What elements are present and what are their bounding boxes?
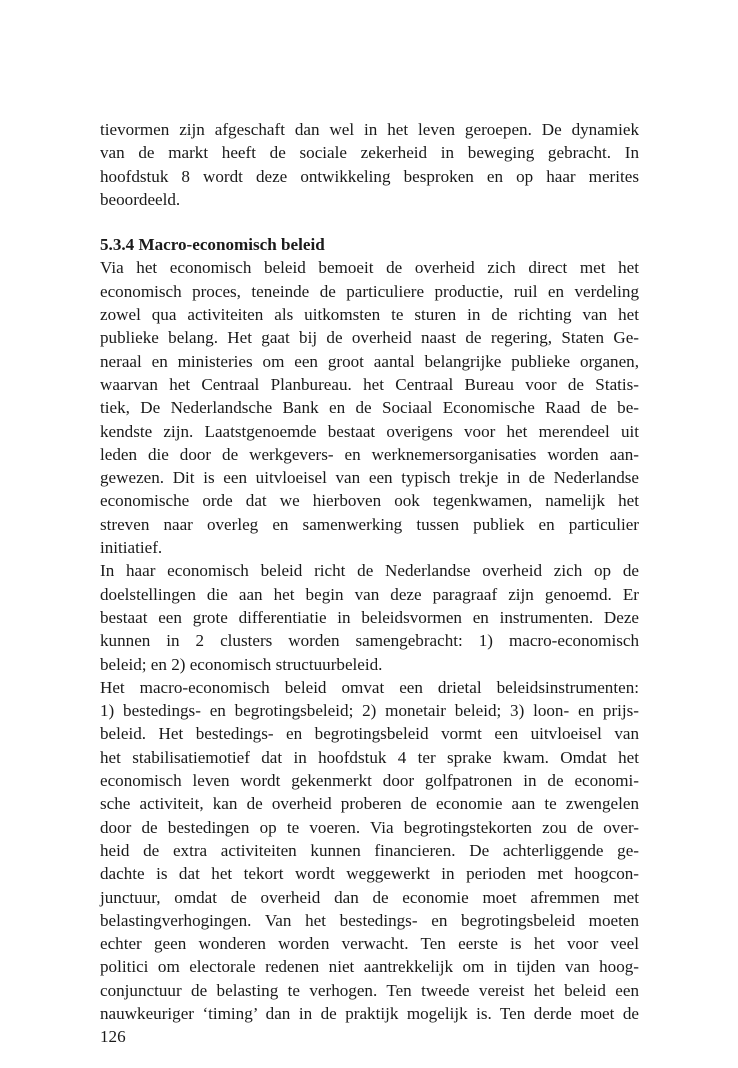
text-line: bestaat een grote differentiatie in beleidsvormen en instrumenten. Deze (100, 607, 639, 627)
paragraph-1 (100, 256, 639, 559)
text-line: hoofdstuk 8 wordt deze ontwikkeling besproken en op haar merites (100, 166, 639, 186)
text-line: publieke belang. Het gaat bij de overheid naast de regering, Staten Ge- (100, 328, 639, 348)
text-line: kunnen in 2 clusters worden samengebracht: 1) macro-economisch (100, 631, 639, 651)
text-line: beleid; en 2) economisch structuurbeleid. (100, 654, 383, 674)
text-line: gewezen. Dit is een uitvloeisel van een typisch trekje in de Nederlandse (100, 468, 639, 488)
text-line: tiek, De Nederlandsche Bank en de Sociaal Economische Raad de be- (100, 398, 639, 418)
text-line: waarvan het Centraal Planbureau. het Centraal Bureau voor de Statis- (100, 374, 639, 394)
text-line: tievormen zijn afgeschaft dan wel in het leven geroepen. De dynamiek (100, 120, 639, 139)
text-line: streven naar overleg en samenwerking tussen publiek en particulier (100, 514, 639, 534)
text-line: economische orde dat we hierboven ook tegenkwamen, namelijk het (100, 491, 639, 511)
paragraph-2 (100, 559, 639, 675)
text-line: politici om electorale redenen niet aantrekkelijk om in tijden van hoog- (100, 957, 639, 977)
text-line: heid de extra activiteiten kunnen financieren. De achterliggende ge- (100, 840, 639, 860)
intro-paragraph (100, 118, 639, 211)
text-line: nauwkeuriger ‘timing’ dan in de praktijk mogelijk is. Ten derde moet de (100, 1003, 639, 1023)
text-line: Via het economisch beleid bemoeit de overheid zich direct met het (100, 258, 639, 278)
text-line: beleid. Het bestedings- en begrotingsbeleid vormt een uitvloeisel van (100, 724, 639, 744)
text-line: 1) bestedings- en begrotingsbeleid; 2) monetair beleid; 3) loon- en prijs- (100, 701, 639, 721)
text-line: In haar economisch beleid richt de Nederlandse overheid zich op de (100, 561, 639, 581)
paragraph-3 (100, 676, 639, 1025)
text-line: Het macro-economisch beleid omvat een drietal beleidsinstrumenten: (100, 677, 639, 697)
text-line: initiatief. (100, 538, 163, 558)
page-number: 126 (100, 1027, 126, 1047)
text-line: het stabilisatiemotief dat in hoofdstuk 4 ter sprake kwam. Omdat het (100, 747, 639, 767)
text-line: junctuur, omdat de overheid dan de economie moet afremmen met (100, 887, 639, 907)
text-line: echter geen wonderen worden verwacht. Ten eerste is het voor veel (100, 934, 639, 954)
text-line: conjunctuur de belasting te verhogen. Ten tweede vereist het beleid een (100, 980, 639, 1000)
text-line: dachte is dat het tekort wordt weggewerkt in perioden met hoogcon- (100, 864, 639, 884)
text-line: doelstellingen die aan het begin van deze paragraaf zijn genoemd. Er (100, 584, 639, 604)
text-line: neraal en ministeries om een groot aantal belangrijke publieke organen, (100, 351, 639, 371)
section-heading: 5.3.4 Macro-economisch beleid (100, 235, 325, 255)
book-page (100, 118, 639, 1049)
text-line: economisch leven wordt gekenmerkt door golfpatronen in de economi- (100, 771, 639, 791)
text-line: kendste zijn. Laatstgenoemde bestaat overigens voor het merendeel uit (100, 421, 639, 441)
text-line: beoordeeld. (100, 189, 181, 209)
text-line: leden die door de werkgevers- en werknemersorganisaties worden aan- (100, 444, 639, 464)
text-line: belastingverhogingen. Van het bestedings- en begrotingsbeleid moeten (100, 910, 639, 930)
text-line: door de bestedingen op te voeren. Via begrotingstekorten zou de over- (100, 817, 639, 837)
text-line: sche activiteit, kan de overheid proberen de economie aan te zwengelen (100, 794, 639, 814)
text-line: van de markt heeft de sociale zekerheid in beweging gebracht. In (100, 143, 639, 163)
text-line: economisch proces, teneinde de particuliere productie, ruil en verdeling (100, 281, 639, 301)
text-line: zowel qua activiteiten als uitkomsten te sturen in de richting van het (100, 305, 639, 325)
